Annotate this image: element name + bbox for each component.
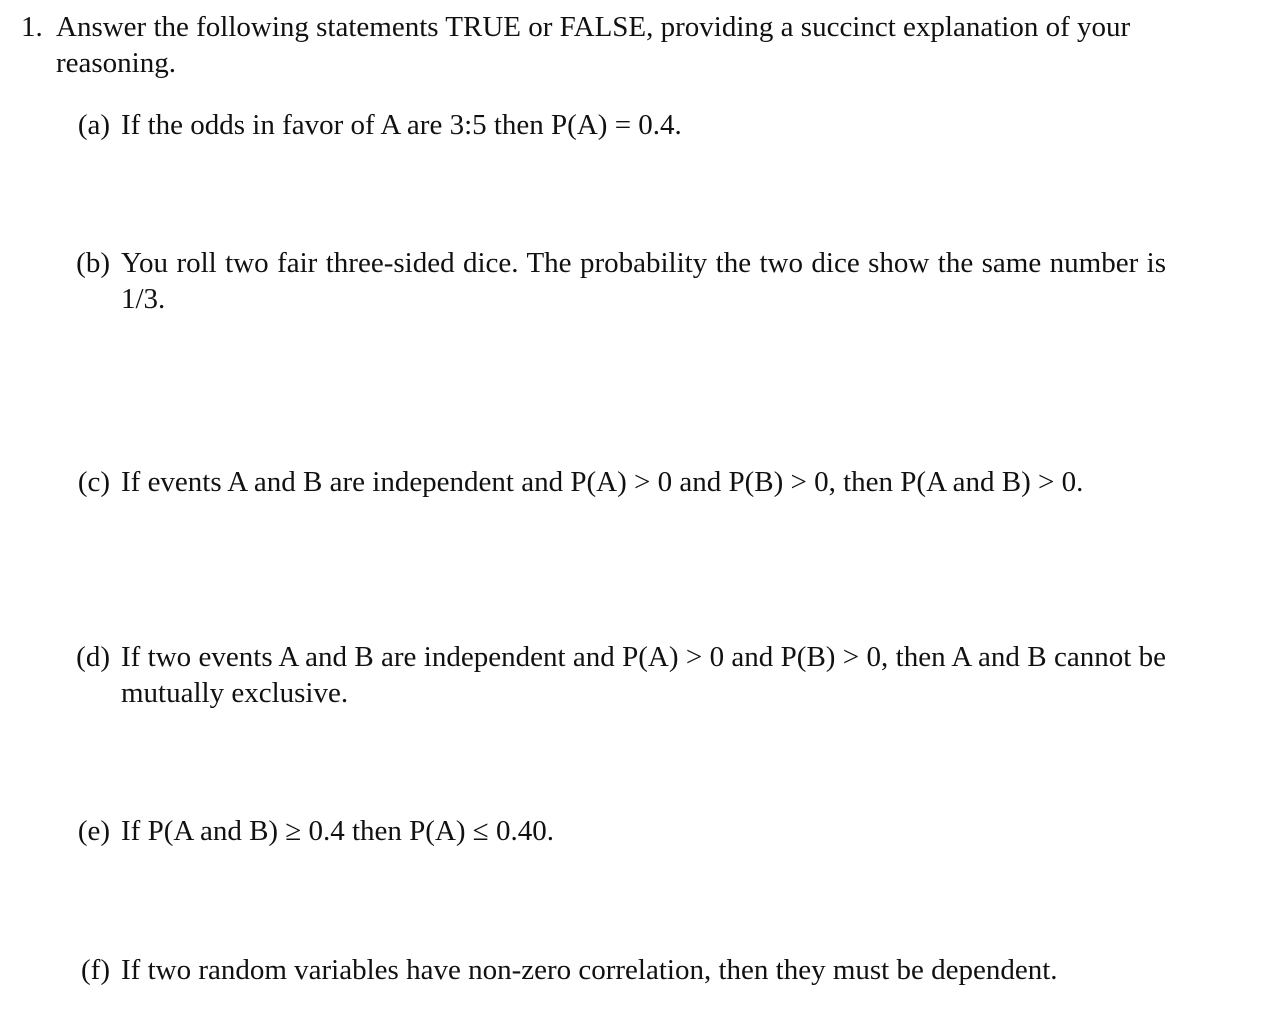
statement-text: If P(A and B) ≥ 0.4 then P(A) ≤ 0.40. [121,815,554,847]
statement-text: You roll two fair three-sided dice. The probability the two dice show the same number is 1/3. [121,247,1166,315]
statement-label: (c) [77,466,110,498]
statement-label: (a) [77,109,110,141]
problem-number: 1. [21,11,43,43]
statement-label: (f) [81,954,110,986]
statement-label: (d) [76,641,110,673]
statement-label: (b) [76,247,110,279]
problem-intro: Answer the following statements TRUE or FALSE, providing a succinct explanation of your reasoning. [56,11,1131,79]
statement-text: If events A and B are independent and P(A) > 0 and P(B) > 0, then P(A and B) > 0. [121,466,1084,498]
statement-text: If the odds in favor of A are 3:5 then P(A) = 0.4. [121,109,682,141]
statement-text: If two events A and B are independent and P(A) > 0 and P(B) > 0, then A and B cannot be mutually exclusive. [121,641,1166,709]
statement-label: (e) [77,815,110,847]
statement-text: If two random variables have non-zero correlation, then they must be dependent. [121,954,1058,986]
